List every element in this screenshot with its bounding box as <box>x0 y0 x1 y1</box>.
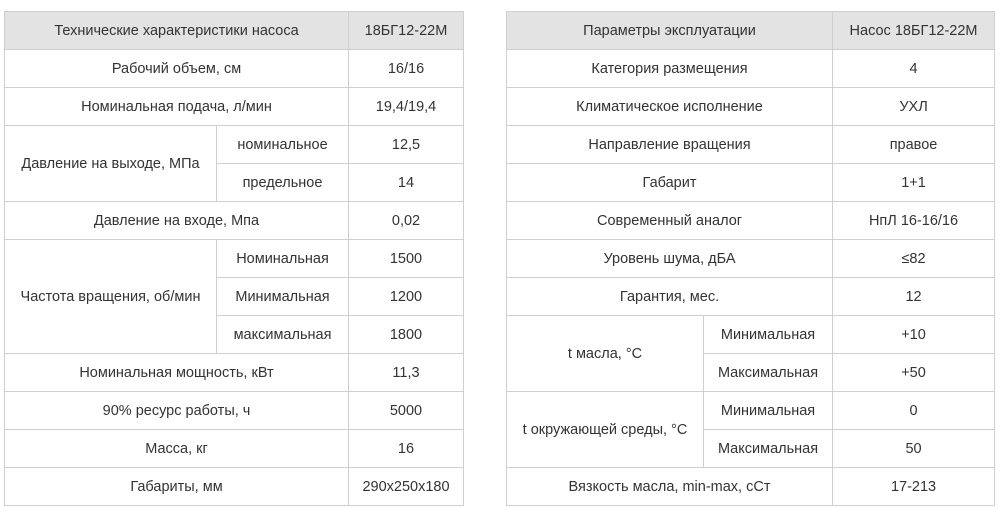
row-sublabel: Максимальная <box>704 354 833 392</box>
row-sublabel: Минимальная <box>704 316 833 354</box>
table-row <box>507 392 995 430</box>
table-row <box>5 468 464 506</box>
row-label: Рабочий объем, см <box>5 50 349 88</box>
table-row <box>5 354 464 392</box>
row-label: Вязкость масла, min-max, сСт <box>507 468 833 506</box>
row-value: правое <box>833 126 995 164</box>
table-row <box>507 126 995 164</box>
header-value: 18БГ12-22М <box>349 12 464 50</box>
header-param: Технические характеристики насоса <box>5 12 349 50</box>
row-value: 4 <box>833 50 995 88</box>
row-sublabel: Минимальная <box>704 392 833 430</box>
table-row <box>5 202 464 240</box>
table-row <box>5 240 464 278</box>
row-label: Категория размещения <box>507 50 833 88</box>
row-value: 11,3 <box>349 354 464 392</box>
pump-specs-table <box>4 11 464 506</box>
table-row <box>507 50 995 88</box>
header-param: Параметры эксплуатации <box>507 12 833 50</box>
row-label: Габариты, мм <box>5 468 349 506</box>
row-label: Климатическое исполнение <box>507 88 833 126</box>
table-row <box>507 468 995 506</box>
row-group-label: t масла, °C <box>507 316 704 392</box>
row-label: Габарит <box>507 164 833 202</box>
row-value: 14 <box>349 164 464 202</box>
table-row <box>507 202 995 240</box>
table-row <box>5 88 464 126</box>
table-row <box>507 88 995 126</box>
row-label: Современный аналог <box>507 202 833 240</box>
table-row <box>507 164 995 202</box>
table-row <box>5 430 464 468</box>
row-sublabel: Номинальная <box>217 240 349 278</box>
row-value: +50 <box>833 354 995 392</box>
row-value: 1800 <box>349 316 464 354</box>
row-group-label: t окружающей среды, °C <box>507 392 704 468</box>
row-value: 12,5 <box>349 126 464 164</box>
row-label: Номинальная мощность, кВт <box>5 354 349 392</box>
row-value: 50 <box>833 430 995 468</box>
table-row <box>507 240 995 278</box>
row-value: 5000 <box>349 392 464 430</box>
row-label: Номинальная подача, л/мин <box>5 88 349 126</box>
table-header-row <box>5 12 464 50</box>
row-sublabel: предельное <box>217 164 349 202</box>
row-value: 17-213 <box>833 468 995 506</box>
row-value: 16/16 <box>349 50 464 88</box>
operating-params-table <box>506 11 995 506</box>
table-row <box>5 126 464 164</box>
table-header-row <box>507 12 995 50</box>
row-value: 0 <box>833 392 995 430</box>
row-label: Давление на входе, Мпа <box>5 202 349 240</box>
row-group-label: Давление на выходе, МПа <box>5 126 217 202</box>
table-row <box>507 316 995 354</box>
row-sublabel: Максимальная <box>704 430 833 468</box>
table-row <box>5 50 464 88</box>
row-group-label: Частота вращения, об/мин <box>5 240 217 354</box>
row-value: НпЛ 16-16/16 <box>833 202 995 240</box>
row-value: 290x250x180 <box>349 468 464 506</box>
row-sublabel: Минимальная <box>217 278 349 316</box>
header-value: Насос 18БГ12-22М <box>833 12 995 50</box>
row-label: 90% ресурс работы, ч <box>5 392 349 430</box>
row-label: Масса, кг <box>5 430 349 468</box>
table-row <box>5 392 464 430</box>
row-value: 16 <box>349 430 464 468</box>
row-value: 12 <box>833 278 995 316</box>
row-value: 0,02 <box>349 202 464 240</box>
row-value: 1500 <box>349 240 464 278</box>
row-value: УХЛ <box>833 88 995 126</box>
row-value: 1+1 <box>833 164 995 202</box>
row-label: Уровень шума, дБА <box>507 240 833 278</box>
row-value: 1200 <box>349 278 464 316</box>
table-row <box>507 278 995 316</box>
row-sublabel: номинальное <box>217 126 349 164</box>
row-value: +10 <box>833 316 995 354</box>
row-value: ≤82 <box>833 240 995 278</box>
row-label: Направление вращения <box>507 126 833 164</box>
row-label: Гарантия, мес. <box>507 278 833 316</box>
row-sublabel: максимальная <box>217 316 349 354</box>
row-value: 19,4/19,4 <box>349 88 464 126</box>
